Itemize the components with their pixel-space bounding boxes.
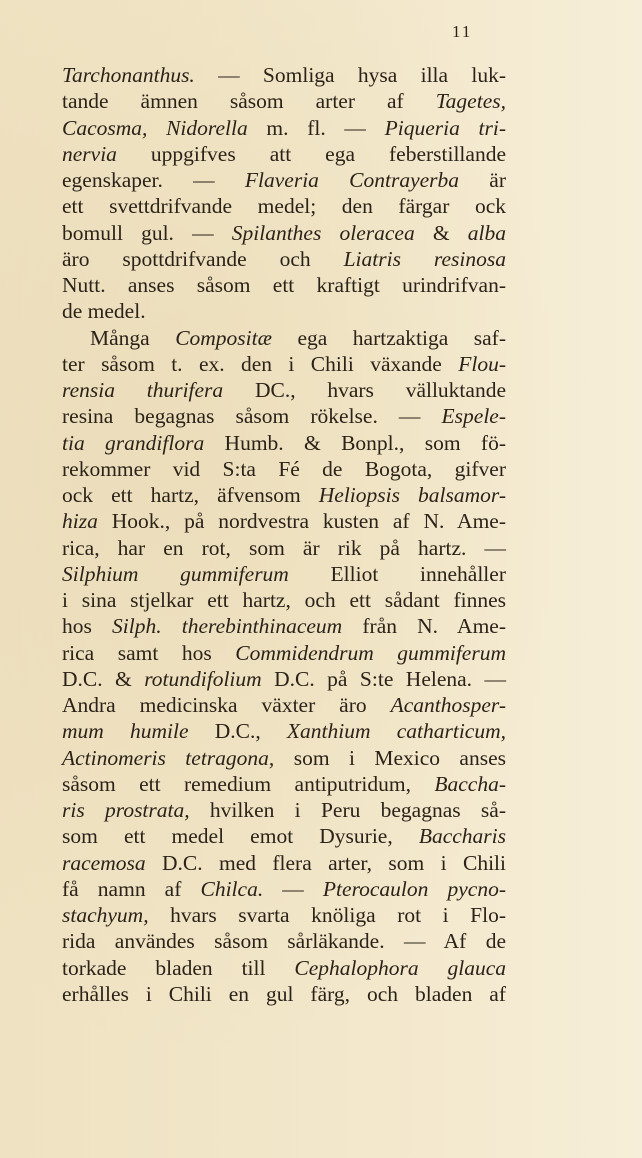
- text-line: [62, 823, 506, 849]
- text-line: [62, 850, 506, 876]
- text-segment: m. fl. —: [247, 115, 385, 140]
- text-line: [62, 325, 506, 351]
- italic-taxon-text: mum humile: [62, 719, 189, 744]
- italic-taxon-text: nervia: [62, 141, 117, 166]
- text-segment: är: [459, 168, 507, 192]
- text-line: [62, 928, 506, 954]
- italic-taxon-text: stachyum,: [62, 903, 149, 927]
- text-line: [62, 587, 506, 613]
- text-line: [62, 718, 506, 744]
- text-line: [62, 745, 506, 771]
- text-segment: rekommer vid S:ta Fé de Bogota, gifver: [62, 456, 506, 481]
- text-segment: &: [414, 220, 468, 245]
- text-line: [62, 298, 506, 324]
- text-line: [62, 246, 506, 272]
- text-line: [62, 377, 506, 403]
- italic-taxon-text: Piqueria tri-: [384, 115, 506, 140]
- italic-taxon-text: Xanthium catharticum,: [286, 719, 506, 744]
- page-number: 11: [452, 22, 473, 41]
- text-segment: Hook., på nordvestra kusten af N. Ame-: [97, 509, 506, 534]
- italic-taxon-text: rensia thurifera: [62, 378, 224, 402]
- italic-taxon-text: Spilanthes oleracea: [231, 220, 415, 245]
- text-line: [62, 640, 506, 666]
- italic-taxon-text: Chilca.: [200, 876, 264, 901]
- italic-taxon-text: Cephalophora glauca: [294, 955, 506, 980]
- italic-taxon-text: Flaveria Contrayerba: [244, 168, 460, 192]
- italic-taxon-text: Baccha-: [434, 771, 506, 796]
- text-line: [62, 666, 506, 692]
- text-line: [62, 692, 506, 718]
- text-segment: tande ämnen såsom arter af: [62, 89, 436, 114]
- text-segment: ter såsom t. ex. den i Chili växande: [62, 351, 459, 376]
- italic-taxon-text: Pterocaulon pycno-: [322, 876, 507, 901]
- italic-taxon-text: alba: [467, 220, 506, 245]
- text-segment: få namn af: [62, 876, 201, 901]
- text-line: [62, 403, 506, 429]
- italic-taxon-text: Liatris resinosa: [343, 246, 506, 271]
- italic-taxon-text: Silphium gummiferum: [62, 561, 289, 586]
- text-segment: uppgifves att ega feberstillande: [116, 141, 506, 166]
- text-line: [62, 797, 506, 823]
- text-segment: Många: [90, 325, 176, 350]
- text-segment: hos: [62, 614, 113, 639]
- text-line: [62, 193, 506, 219]
- italic-taxon-text: Tarchonanthus.: [62, 63, 195, 87]
- italic-taxon-text: Silph. therebinthinaceum: [112, 614, 343, 639]
- text-segment: ett svettdrifvande medel; den färgar ock: [62, 194, 506, 219]
- text-segment: bomull gul. —: [62, 220, 232, 245]
- text-segment: D.C. &: [62, 666, 145, 691]
- text-segment: hvilken i Peru begagnas så-: [189, 798, 506, 822]
- text-line: [62, 62, 506, 88]
- italic-taxon-text: Tagetes,: [435, 89, 506, 114]
- text-line: [62, 508, 506, 534]
- text-segment: Andra medicinska växter äro: [62, 693, 391, 717]
- text-line: [62, 430, 506, 456]
- text-line: [62, 456, 506, 482]
- text-line: [62, 141, 506, 167]
- text-line: [62, 876, 506, 902]
- text-segment: D.C. med flera arter, som i Chili: [145, 850, 506, 875]
- text-line: [62, 351, 506, 377]
- text-segment: ock ett hartz, äfvensom: [62, 483, 319, 507]
- text-segment: D.C. på S:te Helena. —: [261, 666, 506, 691]
- italic-taxon-text: Acanthosper-: [390, 693, 506, 717]
- text-segment: rica samt hos: [62, 640, 236, 665]
- text-segment: Elliot innehåller: [288, 561, 506, 586]
- text-line: [62, 613, 506, 639]
- text-segment: de medel.: [62, 299, 146, 324]
- text-segment: äro spottdrifvande och: [62, 246, 344, 271]
- italic-taxon-text: Flou-: [458, 351, 506, 376]
- text-segment: torkade bladen till: [62, 955, 295, 980]
- text-line: [62, 482, 506, 508]
- italic-taxon-text: Cacosma, Nidorella: [62, 115, 248, 140]
- italic-taxon-text: racemosa: [62, 850, 146, 875]
- text-segment: rica, har en rot, som är rik på hartz. —: [62, 535, 506, 560]
- text-segment: DC., hvars välluktande: [223, 378, 506, 402]
- italic-taxon-text: ris prostrata,: [62, 798, 190, 822]
- text-segment: egenskaper. —: [62, 168, 245, 192]
- text-segment: som ett medel emot Dysurie,: [62, 824, 419, 849]
- text-line: [62, 955, 506, 981]
- text-segment: Nutt. anses såsom ett kraftigt urindrifvan-: [62, 273, 506, 297]
- text-segment: resina begagnas såsom rökelse. —: [62, 404, 442, 429]
- italic-taxon-text: Commidendrum gummiferum: [235, 640, 506, 665]
- text-segment: —: [263, 876, 323, 901]
- text-line: [62, 88, 506, 114]
- text-segment: ega hartzaktiga saf-: [271, 325, 506, 350]
- text-segment: från N. Ame-: [342, 614, 506, 639]
- italic-taxon-text: rotundifolium: [144, 666, 262, 691]
- text-segment: — Somliga hysa illa luk-: [194, 63, 506, 87]
- italic-taxon-text: tia grandiflora: [62, 430, 205, 455]
- italic-taxon-text: Espele-: [441, 404, 506, 429]
- italic-taxon-text: Baccharis: [418, 824, 506, 849]
- italic-taxon-text: Actinomeris tetragona,: [62, 745, 275, 770]
- text-line: [62, 167, 506, 193]
- text-segment: D.C.,: [188, 719, 287, 744]
- text-segment: som i Mexico anses: [274, 745, 506, 770]
- italic-taxon-text: hiza: [62, 509, 98, 534]
- text-segment: Humb. & Bonpl., som fö-: [204, 430, 506, 455]
- body-text: [62, 62, 506, 1007]
- text-line: [62, 561, 506, 587]
- text-segment: hvars svarta knöliga rot i Flo-: [148, 903, 506, 927]
- text-line: [62, 220, 506, 246]
- text-segment: såsom ett remedium antiputridum,: [62, 771, 435, 796]
- text-line: [62, 771, 506, 797]
- text-line: [62, 902, 506, 928]
- text-line: [62, 115, 506, 141]
- italic-taxon-text: Heliopsis balsamor-: [318, 483, 507, 507]
- text-segment: rida användes såsom sårläkande. — Af de: [62, 929, 506, 954]
- italic-taxon-text: Compositæ: [175, 325, 272, 350]
- text-line: [62, 272, 506, 298]
- text-segment: i sina stjelkar ett hartz, och ett sådant finnes: [62, 588, 506, 612]
- text-line: [62, 981, 506, 1007]
- text-segment: erhålles i Chili en gul färg, och bladen af: [62, 981, 506, 1006]
- text-line: [62, 535, 506, 561]
